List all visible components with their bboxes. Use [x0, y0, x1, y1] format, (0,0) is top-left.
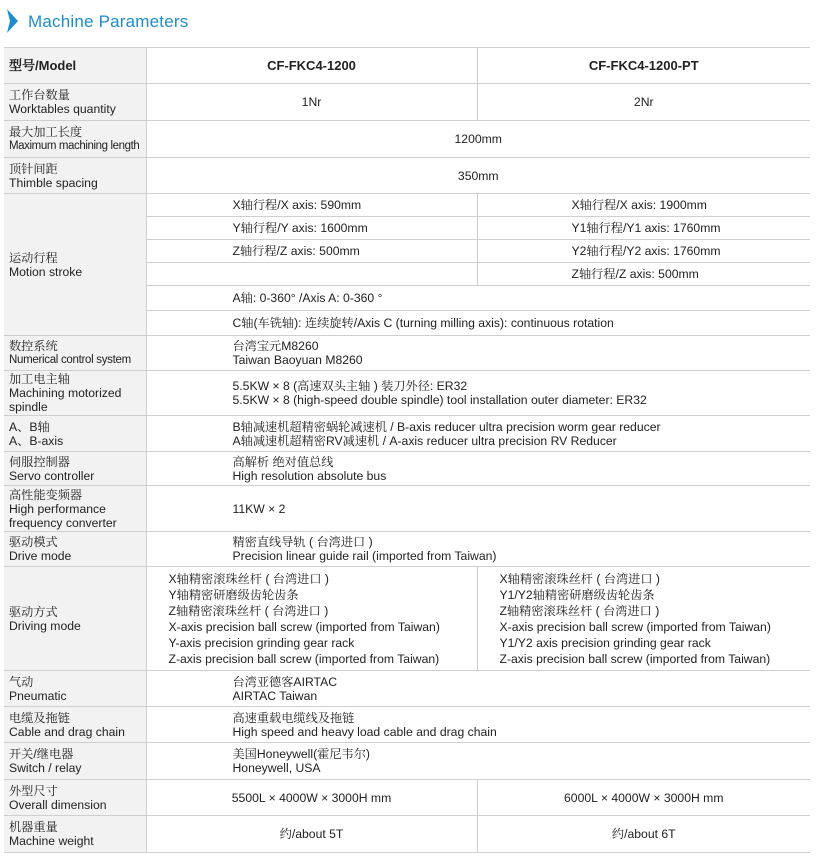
model-col2: CF-FKC4-1200-PT [477, 48, 810, 84]
servo-value: 高解析 绝对值总线 High resolution absolute bus [146, 452, 810, 486]
table-row [4, 371, 810, 416]
stroke-a-axis: A轴: 0-360° /Axis A: 0-360 ° [146, 286, 810, 311]
row-label: 电缆及拖链 Cable and drag chain [4, 707, 146, 743]
page-header [0, 0, 823, 44]
model-label: 型号/Model [4, 48, 146, 84]
row-label: 外型尺寸 Overall dimension [4, 780, 146, 816]
worktables-col1: 1Nr [146, 84, 477, 121]
row-label: 伺服控制器 Servo controller [4, 452, 146, 486]
table-row [4, 707, 810, 743]
cable-value: 高速重载电缆线及拖链 High speed and heavy load cable and drag chain [146, 707, 810, 743]
row-label: 数控系统 Numerical control system [4, 336, 146, 371]
row-label: 气动 Pneumatic [4, 671, 146, 707]
stroke-col1-z: Z轴行程/Z axis: 500mm [146, 240, 477, 263]
max-length-value: 1200mm [146, 121, 810, 158]
stroke-col2-y2: Y2轴行程/Y2 axis: 1760mm [477, 240, 810, 263]
converter-value: 11KW × 2 [146, 486, 810, 532]
table-header-row [4, 48, 810, 84]
table-row [4, 743, 810, 780]
table-row [4, 816, 810, 853]
row-label: 最大加工长度 Maximum machining length [4, 121, 146, 158]
drive-value: 精密直线导轨 ( 台湾进口 ) Precision linear guide rail (imported from Taiwan) [146, 532, 810, 567]
dimension-col1: 5500L × 4000W × 3000H mm [146, 780, 477, 816]
driving-col1: X轴精密滚珠丝杆 ( 台湾进口 ) Y轴精密研磨级齿轮齿条 Z轴精密滚珠丝杆 ( 台湾进口 ) X-axis precision ball screw (imported from Taiwan) Y-axis precision grinding gear rack Z-axis precision ball screw (imported from Taiwan) [146, 567, 477, 671]
stroke-col1-empty [146, 263, 477, 286]
table-row [4, 194, 810, 217]
page-title: Machine Parameters [28, 12, 189, 31]
row-label: 工作台数量 Worktables quantity [4, 84, 146, 121]
table-row [4, 567, 810, 671]
table-row [4, 452, 810, 486]
table-row [4, 336, 810, 371]
row-label: 驱动模式 Drive mode [4, 532, 146, 567]
weight-col2: 约/about 6T [477, 816, 810, 853]
driving-col2: X轴精密滚珠丝杆 ( 台湾进口 ) Y1/Y2轴精密研磨级齿轮齿条 Z轴精密滚珠丝杆 ( 台湾进口 ) X-axis precision ball screw (imported from Taiwan) Y1/Y2 axis precision grinding gear rack Z-axis precision ball screw (imported from Taiwan) [477, 567, 810, 671]
table-row [4, 121, 810, 158]
table-row [4, 486, 810, 532]
ab-axis-value: B轴减速机超精密蜗轮减速机 / B-axis reducer ultra precision worm gear reducer A轴减速机超精密RV减速机 / A-axis reducer ultra precision RV Reducer [146, 416, 810, 452]
stroke-col1-y: Y轴行程/Y axis: 1600mm [146, 217, 477, 240]
switch-value: 美国Honeywell(霍尼韦尔) Honeywell, USA [146, 743, 810, 780]
row-label: 驱动方式 Driving mode [4, 567, 146, 671]
table-row [4, 416, 810, 452]
row-label: 运动行程 Motion stroke [4, 194, 146, 336]
worktables-col2: 2Nr [477, 84, 810, 121]
stroke-col2-z: Z轴行程/Z axis: 500mm [477, 263, 810, 286]
row-label: 加工电主轴 Machining motorized spindle [4, 371, 146, 416]
dimension-col2: 6000L × 4000W × 3000H mm [477, 780, 810, 816]
table-row [4, 671, 810, 707]
stroke-col2-y1: Y1轴行程/Y1 axis: 1760mm [477, 217, 810, 240]
table-row [4, 532, 810, 567]
pneumatic-value: 台湾亚德客AIRTAC AIRTAC Taiwan [146, 671, 810, 707]
thimble-value: 350mm [146, 158, 810, 194]
chevron-right-icon [6, 8, 20, 39]
stroke-c-axis: C轴(车铣轴): 连续旋转/Axis C (turning milling axis): continuous rotation [146, 311, 810, 336]
spindle-value: 5.5KW × 8 (高速双头主轴 ) 装刀外径: ER32 5.5KW × 8 (high-speed double spindle) tool installation outer diameter: ER32 [146, 371, 810, 416]
cnc-value: 台湾宝元M8260 Taiwan Baoyuan M8260 [146, 336, 810, 371]
stroke-col2-x: X轴行程/X axis: 1900mm [477, 194, 810, 217]
model-col1: CF-FKC4-1200 [146, 48, 477, 84]
weight-col1: 约/about 5T [146, 816, 477, 853]
row-label: 机器重量 Machine weight [4, 816, 146, 853]
table-row [4, 84, 810, 121]
table-row [4, 780, 810, 816]
stroke-col1-x: X轴行程/X axis: 590mm [146, 194, 477, 217]
table-row [4, 158, 810, 194]
row-label: 高性能变频器 High performance frequency converter [4, 486, 146, 532]
row-label: 开关/继电器 Switch / relay [4, 743, 146, 780]
parameters-table [4, 47, 810, 853]
row-label: A、B轴 A、B-axis [4, 416, 146, 452]
row-label: 顶针间距 Thimble spacing [4, 158, 146, 194]
